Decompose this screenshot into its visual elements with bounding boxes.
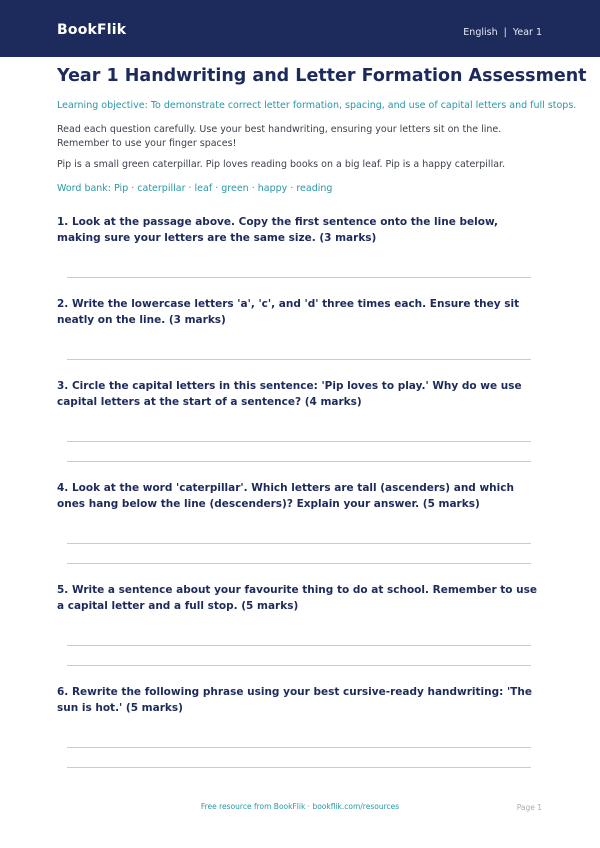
brand-logo[interactable]: BookFlik (57, 22, 127, 38)
question-2: 2. Write the lowercase letters 'a', 'c', and 'd' three times each. Ensure they sit neatly on the line. (3 marks) (57, 298, 520, 326)
answer-line[interactable] (67, 563, 531, 564)
instructions: Read each question carefully. Use your best handwriting, ensuring your letters sit on the line. Remember to use your finger spaces! (57, 124, 502, 149)
subject-label: English (463, 27, 498, 38)
meta-separator: | (503, 27, 507, 38)
question-5: 5. Write a sentence about your favourite thing to do at school. Remember to use a capital letter and a full stop. (5 marks) (57, 584, 538, 612)
learning-objective: Learning objective: To demonstrate correct letter formation, spacing, and use of capital letters and full stops. (57, 100, 577, 111)
header-meta (463, 27, 542, 38)
year-label: Year 1 (512, 27, 542, 38)
word-bank: Word bank: Pip · caterpillar · leaf · green · happy · reading (57, 183, 333, 194)
reading-passage: Pip is a small green caterpillar. Pip loves reading books on a big leaf. Pip is a happy caterpillar. (57, 159, 506, 170)
question-3: 3. Circle the capital letters in this sentence: 'Pip loves to play.' Why do we use capital letters at the start of a sentence? (4 marks) (57, 380, 522, 408)
answer-line[interactable] (67, 747, 531, 748)
answer-line[interactable] (67, 441, 531, 442)
answer-line[interactable] (67, 461, 531, 462)
answer-line[interactable] (67, 543, 531, 544)
footer-link[interactable]: Free resource from BookFlik · bookflik.com/resources (200, 802, 400, 811)
answer-line[interactable] (67, 277, 531, 278)
answer-line[interactable] (67, 665, 531, 666)
page-number: Page 1 (516, 803, 542, 812)
question-4: 4. Look at the word 'caterpillar'. Which letters are tall (ascenders) and which ones hang below the line (descenders)? Explain your answer. (5 marks) (57, 482, 514, 510)
answer-line[interactable] (67, 767, 531, 768)
page-title: Year 1 Handwriting and Letter Formation Assessment (57, 66, 587, 86)
question-1: 1. Look at the passage above. Copy the first sentence onto the line below, making sure your letters are the same size. (3 marks) (57, 216, 498, 244)
answer-line[interactable] (67, 645, 531, 646)
question-6: 6. Rewrite the following phrase using your best cursive-ready handwriting: 'The sun is hot.' (5 marks) (57, 686, 532, 714)
header-bar (0, 0, 600, 57)
answer-line[interactable] (67, 359, 531, 360)
